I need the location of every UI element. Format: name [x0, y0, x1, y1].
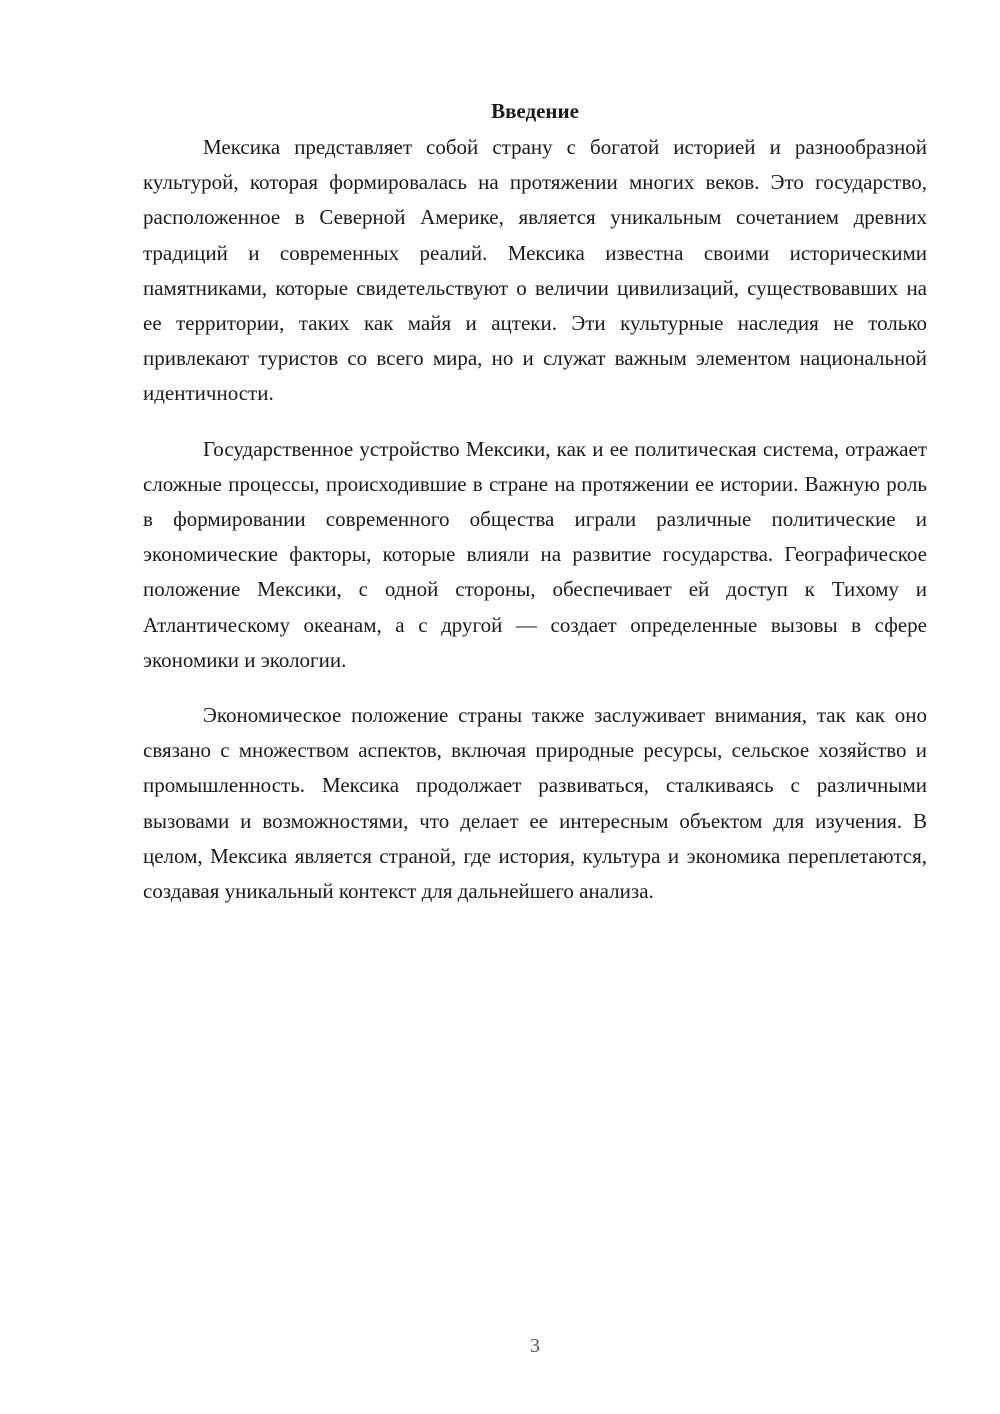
page-number: 3 [530, 1335, 540, 1357]
page-content [143, 94, 927, 929]
paragraph-2: Государственное устройство Мексики, как и ее политическая система, отражает сложные процессы, происходившие в стране на протяжении ее истории. Важную роль в формировании современного общества играли различные политические и экономические факторы, которые влияли на развитие государства. Географическое положение Мексики, с одной стороны, обеспечивает ей доступ к Тихому и Атлантическому океанам, а с другой — создает определенные вызовы в сфере экономики и экологии. [143, 436, 927, 672]
paragraph-3: Экономическое положение страны также заслуживает внимания, так как оно связано с множеством аспектов, включая природные ресурсы, сельское хозяйство и промышленность. Мексика продолжает развиваться, сталкиваясь с различными вызовами и возможностями, что делает ее интересным объектом для изучения. В целом, Мексика является страной, где история, культура и экономика переплетаются, создавая уникальный контекст для дальнейшего анализа. [143, 703, 927, 904]
paragraph-1: Мексика представляет собой страну с богатой историей и разнообразной культурой, которая формировалась на протяжении многих веков. Это государство, расположенное в Северной Америке, является уникальным сочетанием древних традиций и современных реалий. Мексика известна своими историческими памятниками, которые свидетельствуют о величии цивилизаций, существовавших на ее территории, таких как майя и ацтеки. Эти культурные наследия не только привлекают туристов со всего мира, но и служат важным элементом национальной идентичности. [143, 135, 927, 406]
section-title: Введение [491, 99, 579, 123]
